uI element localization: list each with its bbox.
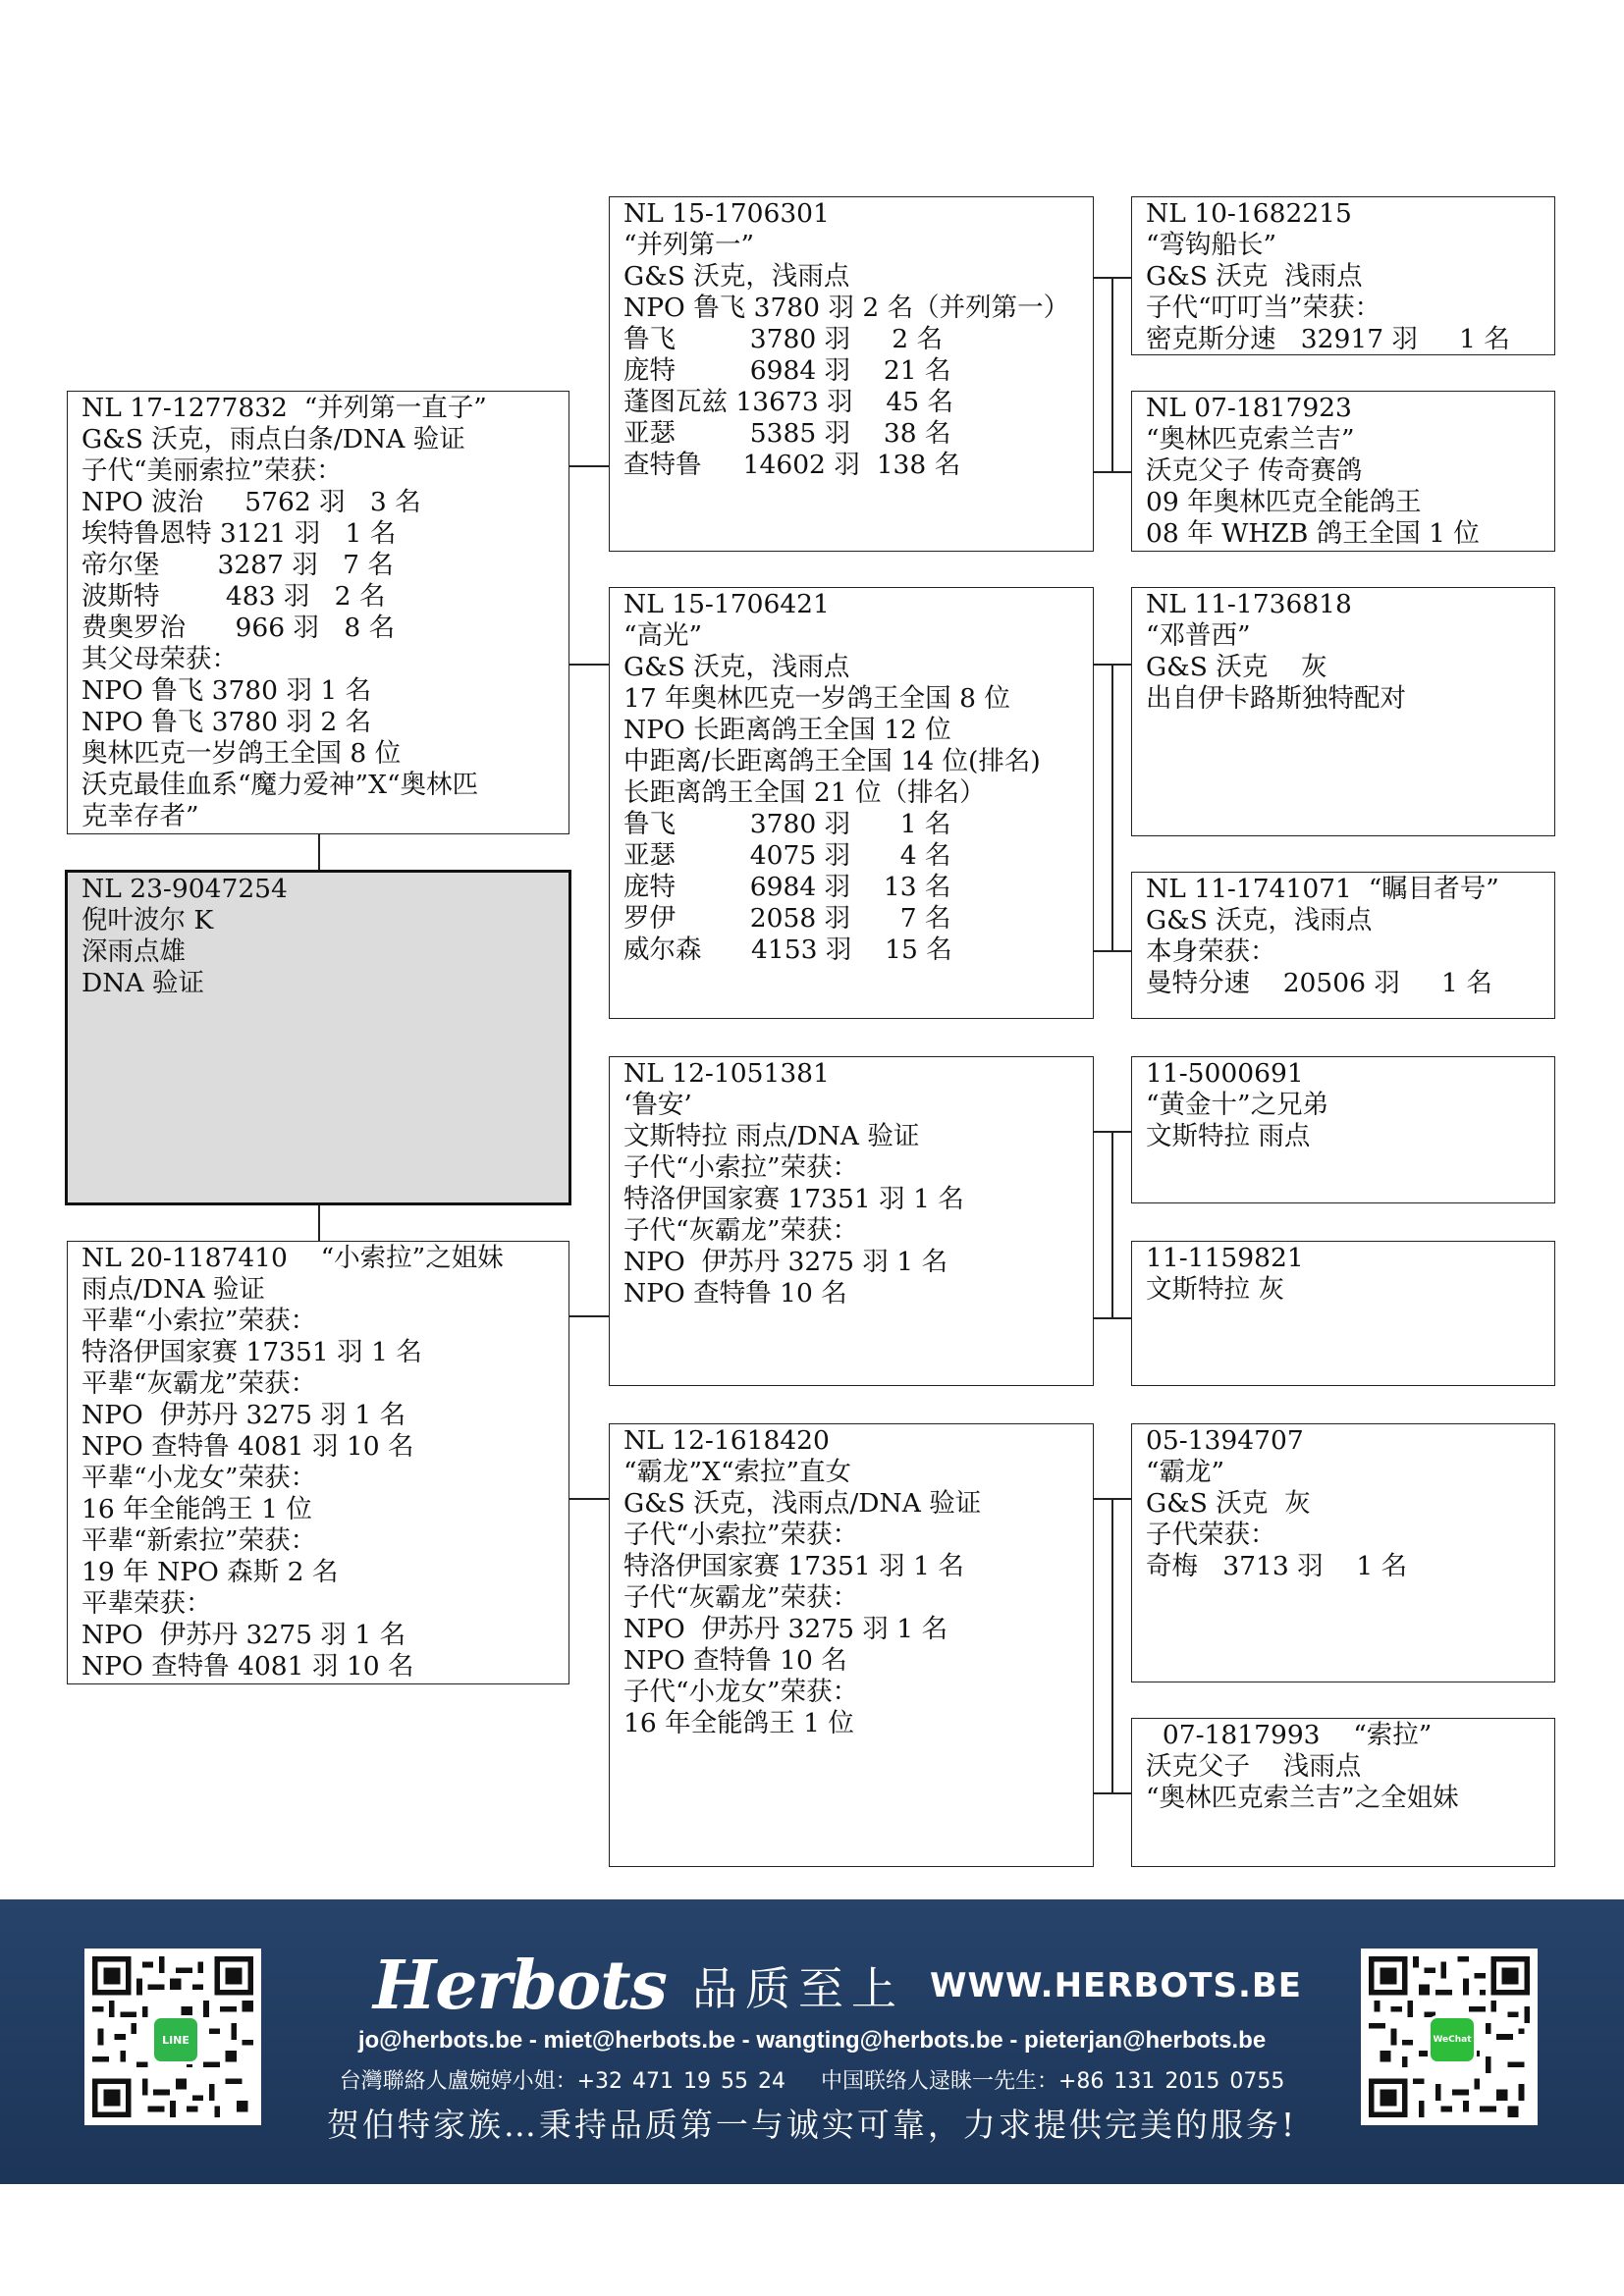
card-line: 05-1394707	[1146, 1425, 1304, 1456]
connector-line	[1094, 471, 1131, 473]
card-line: NL 12-1051381	[623, 1058, 830, 1089]
card-line: NPO 伊苏丹 3275 羽 1 名	[81, 1400, 406, 1430]
card-line: “并列第一”	[623, 230, 755, 260]
connector-line	[1094, 1317, 1131, 1319]
connector-line	[569, 664, 609, 666]
card-line: 鲁飞 3780 羽 1 名	[623, 809, 951, 839]
card-line: NPO 伊苏丹 3275 羽 1 名	[81, 1620, 406, 1650]
card-line: 亚瑟 4075 羽 4 名	[623, 840, 951, 871]
sd-sire-card	[1131, 587, 1555, 836]
card-line: 平辈“小龙女”荣获：	[81, 1463, 317, 1493]
card-line: NPO 鲁飞 3780 羽 1 名	[81, 675, 372, 706]
card-line: 子代“小索拉”荣获：	[623, 1520, 859, 1550]
card-line: 子代“小索拉”荣获：	[623, 1152, 859, 1183]
card-line: 子代“叮叮当”荣获：	[1146, 293, 1381, 323]
card-line: 沃克父子 传奇赛鸽	[1146, 455, 1363, 486]
connector-line	[569, 465, 609, 467]
card-line: ‘鲁安’	[623, 1090, 692, 1120]
card-line: NL 11-1741071 “瞩目者号”	[1146, 874, 1499, 904]
card-line: 奥林匹克一岁鸽王全国 8 位	[81, 738, 402, 769]
card-line: 出自伊卡路斯独特配对	[1146, 683, 1406, 714]
card-line: NPO 鲁飞 3780 羽 2 名	[81, 707, 372, 737]
dam-card	[67, 1241, 569, 1684]
card-line: 文斯特拉 雨点	[1146, 1121, 1311, 1151]
slogan: 品质至上	[691, 1962, 904, 2015]
card-line: G&S 沃克，浅雨点/DNA 验证	[623, 1488, 982, 1519]
brand-row	[373, 1947, 1302, 2025]
card-line: NL 20-1187410 “小索拉”之姐妹	[81, 1243, 504, 1273]
card-line: 17 年奥林匹克一岁鸽王全国 8 位	[623, 683, 1010, 714]
sd-dam-card	[1131, 872, 1555, 1019]
ds-sire-card	[1131, 1056, 1555, 1203]
connector-line	[1111, 277, 1113, 471]
card-line: 08 年 WHZB 鸽王全国 1 位	[1146, 518, 1480, 549]
card-line: 曼特分速 20506 羽 1 名	[1146, 968, 1492, 998]
card-line: 其父母荣获：	[81, 644, 238, 674]
card-line: 威尔森 4153 羽 15 名	[623, 934, 952, 965]
card-line: 07-1817993 “索拉”	[1146, 1720, 1433, 1750]
card-line: 子代“灰霸龙”荣获：	[623, 1582, 859, 1613]
card-line: 庞特 6984 羽 13 名	[623, 872, 951, 902]
card-line: “邓普西”	[1146, 620, 1251, 651]
card-line: G&S 沃克 灰	[1146, 652, 1327, 682]
contact-china: 中国联络人逯睐一先生：+86 131 2015 0755	[820, 2069, 1285, 2094]
card-line: 09 年奥林匹克全能鸽王	[1146, 487, 1422, 517]
card-line: G&S 沃克，雨点白条/DNA 验证	[81, 424, 465, 454]
card-line: 19 年 NPO 森斯 2 名	[81, 1557, 339, 1587]
card-line: 子代荣获：	[1146, 1520, 1276, 1550]
connector-line	[318, 1205, 320, 1241]
card-line: NPO 查特鲁 10 名	[623, 1645, 847, 1676]
dd-sire-card	[1131, 1423, 1555, 1682]
card-line: 深雨点雄	[81, 936, 186, 967]
card-line: 特洛伊国家赛 17351 羽 1 名	[623, 1551, 964, 1581]
card-line: 长距离鸽王全国 21 位（排名）	[623, 777, 986, 808]
card-line: 特洛伊国家赛 17351 羽 1 名	[623, 1184, 964, 1214]
card-line: 克幸存者”	[81, 801, 199, 831]
dam-sire-card	[609, 1056, 1094, 1386]
connector-line	[1094, 1131, 1131, 1133]
card-line: G&S 沃克，浅雨点	[623, 261, 850, 292]
card-line: G&S 沃克，浅雨点	[623, 652, 850, 682]
card-line: G&S 沃克 浅雨点	[1146, 261, 1363, 292]
card-line: 埃特鲁恩特 3121 羽 1 名	[81, 518, 397, 549]
card-line: 亚瑟 5385 羽 38 名	[623, 418, 951, 449]
card-line: 文斯特拉 灰	[1146, 1274, 1284, 1305]
card-line: 中距离/长距离鸽王全国 14 位(排名)	[623, 746, 1041, 776]
card-line: G&S 沃克 灰	[1146, 1488, 1311, 1519]
card-line: 文斯特拉 雨点/DNA 验证	[623, 1121, 920, 1151]
card-line: NL 11-1736818	[1146, 589, 1352, 619]
card-line: 查特鲁 14602 羽 138 名	[623, 450, 961, 480]
card-line: 平辈“小索拉”荣获：	[81, 1306, 317, 1336]
card-line: NPO 伊苏丹 3275 羽 1 名	[623, 1614, 948, 1644]
card-line: 子代“灰霸龙”荣获：	[623, 1215, 859, 1246]
card-line: 奇梅 3713 羽 1 名	[1146, 1551, 1408, 1581]
ds-dam-card	[1131, 1241, 1555, 1386]
card-line: 罗伊 2058 羽 7 名	[623, 903, 951, 934]
card-line: DNA 验证	[81, 968, 204, 998]
card-line: NL 15-1706421	[623, 589, 830, 619]
card-line: NL 17-1277832 “并列第一直子”	[81, 393, 487, 423]
card-line: NPO 伊苏丹 3275 羽 1 名	[623, 1247, 948, 1277]
ss-dam-card	[1131, 391, 1555, 552]
dd-dam-card	[1131, 1718, 1555, 1867]
sire-dam-card	[609, 587, 1094, 1019]
card-line: 倪叶波尔 K	[81, 905, 214, 935]
card-line: 雨点/DNA 验证	[81, 1274, 265, 1305]
card-line: 沃克最佳血系“魔力爱神”X“奥林匹	[81, 770, 479, 800]
card-line: NPO 查特鲁 4081 羽 10 名	[81, 1651, 414, 1682]
card-line: “霸龙”	[1146, 1457, 1225, 1487]
card-line: NL 12-1618420	[623, 1425, 830, 1456]
footer-banner	[0, 1899, 1624, 2184]
subject-card	[65, 870, 571, 1205]
card-line: NPO 波治 5762 羽 3 名	[81, 487, 421, 517]
card-line: NPO 鲁飞 3780 羽 2 名（并列第一）	[623, 293, 1070, 323]
card-line: “弯钩船长”	[1146, 230, 1277, 260]
connector-line	[318, 834, 320, 870]
herbots-logo: Herbots	[373, 1947, 667, 2025]
card-line: 平辈“新索拉”荣获：	[81, 1525, 317, 1556]
connector-line	[1094, 664, 1131, 666]
connector-line	[1094, 1498, 1131, 1500]
card-line: 帝尔堡 3287 羽 7 名	[81, 550, 394, 580]
line-app-icon: LINE	[151, 2015, 200, 2064]
ss-sire-card	[1131, 196, 1555, 355]
connector-line	[1111, 1498, 1113, 1792]
card-line: 11-1159821	[1146, 1243, 1304, 1273]
card-line: “高光”	[623, 620, 703, 651]
card-line: 沃克父子 浅雨点	[1146, 1751, 1362, 1782]
wechat-qr-code	[1361, 1949, 1538, 2125]
card-line: NPO 长距离鸽王全国 12 位	[623, 715, 951, 745]
card-line: 鲁飞 3780 羽 2 名	[623, 324, 944, 354]
card-line: 密克斯分速 32917 羽 1 名	[1146, 324, 1510, 354]
connector-line	[569, 1498, 609, 1500]
connector-line	[1094, 950, 1131, 952]
card-line: 平辈荣获：	[81, 1588, 212, 1619]
card-line: NL 15-1706301	[623, 198, 830, 229]
card-line: 费奥罗治 966 羽 8 名	[81, 613, 396, 643]
card-line: 子代“美丽索拉”荣获：	[81, 455, 343, 486]
card-line: 波斯特 483 羽 2 名	[81, 581, 386, 612]
card-line: NL 07-1817923	[1146, 393, 1352, 423]
card-line: 蓬图瓦兹 13673 羽 45 名	[623, 387, 953, 417]
contact-taiwan: 台灣聯絡人盧婉婷小姐：+32 471 19 55 24	[339, 2069, 785, 2094]
card-line: NPO 查特鲁 10 名	[623, 1278, 847, 1308]
card-line: NPO 查特鲁 4081 羽 10 名	[81, 1431, 414, 1462]
card-line: 庞特 6984 羽 21 名	[623, 355, 951, 386]
connector-line	[1094, 277, 1131, 279]
card-line: “奥林匹克索兰吉”之全姐妹	[1146, 1783, 1459, 1813]
connector-line	[1094, 1792, 1131, 1794]
dam-dam-card	[609, 1423, 1094, 1867]
card-line: G&S 沃克，浅雨点	[1146, 905, 1373, 935]
email-list: jo@herbots.be - miet@herbots.be - wangting@herbots.be - pieterjan@herbots.be	[357, 2027, 1267, 2054]
card-line: 平辈“灰霸龙”荣获：	[81, 1368, 317, 1399]
card-line: 16 年全能鸽王 1 位	[81, 1494, 312, 1524]
card-line: NL 10-1682215	[1146, 198, 1352, 229]
connector-line	[1111, 1131, 1113, 1317]
card-line: 本身荣获：	[1146, 936, 1276, 967]
card-line: 16 年全能鸽王 1 位	[623, 1708, 854, 1738]
website-link[interactable]: WWW.HERBOTS.BE	[929, 1966, 1303, 2005]
tagline: 贺伯特家族…秉持品质第一与诚实可靠，力求提供完美的服务!	[326, 2106, 1298, 2144]
connector-line	[1111, 664, 1113, 950]
card-line: 子代“小龙女”荣获：	[623, 1677, 859, 1707]
card-line: NL 23-9047254	[81, 874, 288, 904]
connector-line	[569, 1315, 609, 1317]
sire-sire-card	[609, 196, 1094, 552]
card-line: 特洛伊国家赛 17351 羽 1 名	[81, 1337, 422, 1367]
card-line: “黄金十”之兄弟	[1146, 1090, 1329, 1120]
card-line: 11-5000691	[1146, 1058, 1304, 1089]
card-line: “奥林匹克索兰吉”	[1146, 424, 1355, 454]
card-line: “霸龙”X“索拉”直女	[623, 1457, 852, 1487]
wechat-app-icon: WeChat	[1428, 2015, 1477, 2064]
sire-card	[67, 391, 569, 834]
